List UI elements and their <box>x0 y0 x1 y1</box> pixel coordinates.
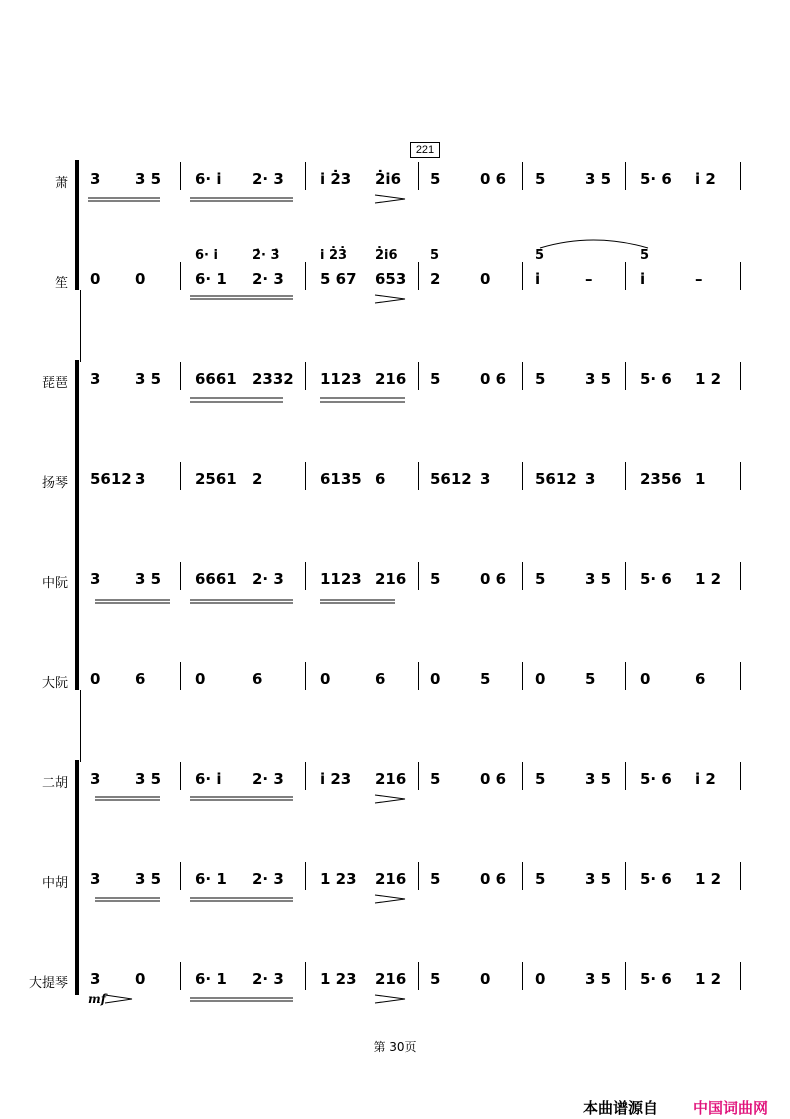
note-group: 2· 3 <box>252 770 284 788</box>
note-group: 2̇i6 <box>375 170 402 188</box>
note-group: i <box>640 270 646 288</box>
note-group: 2 <box>430 270 441 288</box>
note-group: 3 5 <box>135 370 162 388</box>
note-group: 3 5 <box>585 370 612 388</box>
note-group: – <box>695 270 703 288</box>
instrument-label: 扬琴 <box>41 476 68 491</box>
note-group: 3 5 <box>585 870 612 888</box>
note-group: 6· 1 <box>195 870 227 888</box>
note-group: 1 2 <box>695 970 722 988</box>
note-group: 6 <box>375 470 386 488</box>
note-group: 6· 1 <box>195 270 227 288</box>
note-group: 5· 6 <box>640 570 672 588</box>
note-group: 5· 6 <box>640 970 672 988</box>
instrument-label: 萧 <box>54 176 68 191</box>
note-group: 5 <box>430 170 441 188</box>
upper-voice-note: 5 <box>640 248 650 263</box>
note-group: 2356 <box>640 470 682 488</box>
note-group: 3 <box>480 470 491 488</box>
note-group: 6 <box>252 670 263 688</box>
note-group: 0 6 <box>480 170 507 188</box>
instrument-label: 中阮 <box>41 576 68 591</box>
note-group: 0 6 <box>480 770 507 788</box>
note-group: 216 <box>375 770 407 788</box>
note-group: 0 <box>195 670 206 688</box>
note-group: 1 2 <box>695 370 722 388</box>
note-group: 5 <box>430 870 441 888</box>
upper-voice-note: 5 <box>430 248 440 263</box>
note-group: 1 2 <box>695 570 722 588</box>
note-group: 0 <box>135 970 146 988</box>
note-group: 0 6 <box>480 870 507 888</box>
note-group: 2· 3 <box>252 570 284 588</box>
note-group: 0 <box>480 270 491 288</box>
note-group: 3 5 <box>585 970 612 988</box>
note-group: 5 <box>480 670 491 688</box>
note-group: 3 <box>135 470 146 488</box>
note-group: 5 <box>430 570 441 588</box>
footer-source: 本曲谱源自 <box>583 1099 659 1117</box>
note-group: 0 <box>640 670 651 688</box>
note-group: 2· 3 <box>252 270 284 288</box>
page-number: 第 30页 <box>373 1040 417 1054</box>
note-group: 3 <box>90 970 101 988</box>
note-group: 5 <box>535 170 546 188</box>
note-group: 2561 <box>195 470 237 488</box>
note-group: 2332 <box>252 370 294 388</box>
upper-voice-note: 2̇· 3̇ <box>252 248 280 263</box>
note-group: 5 <box>535 570 546 588</box>
note-group: 0 <box>535 970 546 988</box>
note-group: 3 5 <box>135 770 162 788</box>
note-group: 6661 <box>195 370 237 388</box>
note-group: 3 5 <box>135 170 162 188</box>
note-group: 216 <box>375 370 407 388</box>
note-group: 5 67 <box>320 270 357 288</box>
note-group: 6135 <box>320 470 362 488</box>
note-group: 3 5 <box>585 770 612 788</box>
note-group: 5 <box>535 770 546 788</box>
note-group: 653 <box>375 270 407 288</box>
note-group: 0 6 <box>480 570 507 588</box>
note-group: 3 <box>90 570 101 588</box>
note-group: 0 <box>480 970 491 988</box>
note-group: 1 23 <box>320 970 357 988</box>
note-group: 2· 3 <box>252 870 284 888</box>
note-group: 6· i <box>195 170 222 188</box>
note-group: 5 <box>585 670 596 688</box>
note-group: 6 <box>135 670 146 688</box>
note-group: i 2 <box>695 770 716 788</box>
instrument-label: 二胡 <box>41 776 68 791</box>
note-group: 0 <box>90 270 101 288</box>
note-group: 2 <box>252 470 263 488</box>
note-group: 3 5 <box>135 870 162 888</box>
instrument-label: 大提琴 <box>28 976 68 991</box>
note-group: 5 <box>430 370 441 388</box>
note-group: 3 <box>90 770 101 788</box>
instrument-label: 大阮 <box>41 676 68 691</box>
note-group: 5· 6 <box>640 870 672 888</box>
upper-voice-note: 6· i <box>195 248 218 263</box>
note-group: 5· 6 <box>640 770 672 788</box>
instrument-label: 中胡 <box>41 876 68 891</box>
note-group: i 23 <box>320 770 352 788</box>
note-group: 5 <box>430 970 441 988</box>
note-group: 216 <box>375 970 407 988</box>
dynamic-marking: mf <box>88 992 106 1006</box>
note-group: 3 <box>90 170 101 188</box>
note-group: 1 23 <box>320 870 357 888</box>
note-group: 3 5 <box>585 570 612 588</box>
note-group: 6· i <box>195 770 222 788</box>
note-group: 216 <box>375 570 407 588</box>
note-group: 5· 6 <box>640 170 672 188</box>
note-group: i 2 <box>695 170 716 188</box>
note-group: 0 <box>535 670 546 688</box>
note-group: 5 <box>535 370 546 388</box>
note-group: 3 5 <box>585 170 612 188</box>
note-group: 5· 6 <box>640 370 672 388</box>
note-group: 0 <box>135 270 146 288</box>
note-group: 5612 <box>90 470 132 488</box>
note-group: 5 <box>430 770 441 788</box>
note-group: 5612 <box>430 470 472 488</box>
note-group: i 2̇3 <box>320 170 352 188</box>
note-group: 2· 3 <box>252 970 284 988</box>
note-group: 3 <box>585 470 596 488</box>
note-group: 0 <box>430 670 441 688</box>
note-group: 3 <box>90 870 101 888</box>
note-group: 6 <box>375 670 386 688</box>
note-group: 0 6 <box>480 370 507 388</box>
note-group: 5612 <box>535 470 577 488</box>
note-group: 3 <box>90 370 101 388</box>
note-group: i <box>535 270 541 288</box>
note-group: 2· 3 <box>252 170 284 188</box>
note-group: 1123 <box>320 370 362 388</box>
note-group: 3 5 <box>135 570 162 588</box>
note-group: 1123 <box>320 570 362 588</box>
note-group: 1 <box>695 470 706 488</box>
rehearsal-mark: 221 <box>410 142 440 158</box>
instrument-label: 笙 <box>54 276 68 291</box>
note-group: 0 <box>90 670 101 688</box>
upper-voice-note: 2̇i6 <box>375 248 398 263</box>
instrument-label: 琵琶 <box>41 376 68 391</box>
upper-voice-note: i 2̇3̇ <box>320 248 348 263</box>
upper-voice-note: 5 <box>535 248 545 263</box>
note-group: 5 <box>535 870 546 888</box>
note-group: – <box>585 270 593 288</box>
note-group: 6661 <box>195 570 237 588</box>
note-group: 1 2 <box>695 870 722 888</box>
note-group: 0 <box>320 670 331 688</box>
footer-site: 中国词曲网 <box>693 1099 769 1117</box>
note-group: 216 <box>375 870 407 888</box>
note-group: 6· 1 <box>195 970 227 988</box>
note-group: 6 <box>695 670 706 688</box>
